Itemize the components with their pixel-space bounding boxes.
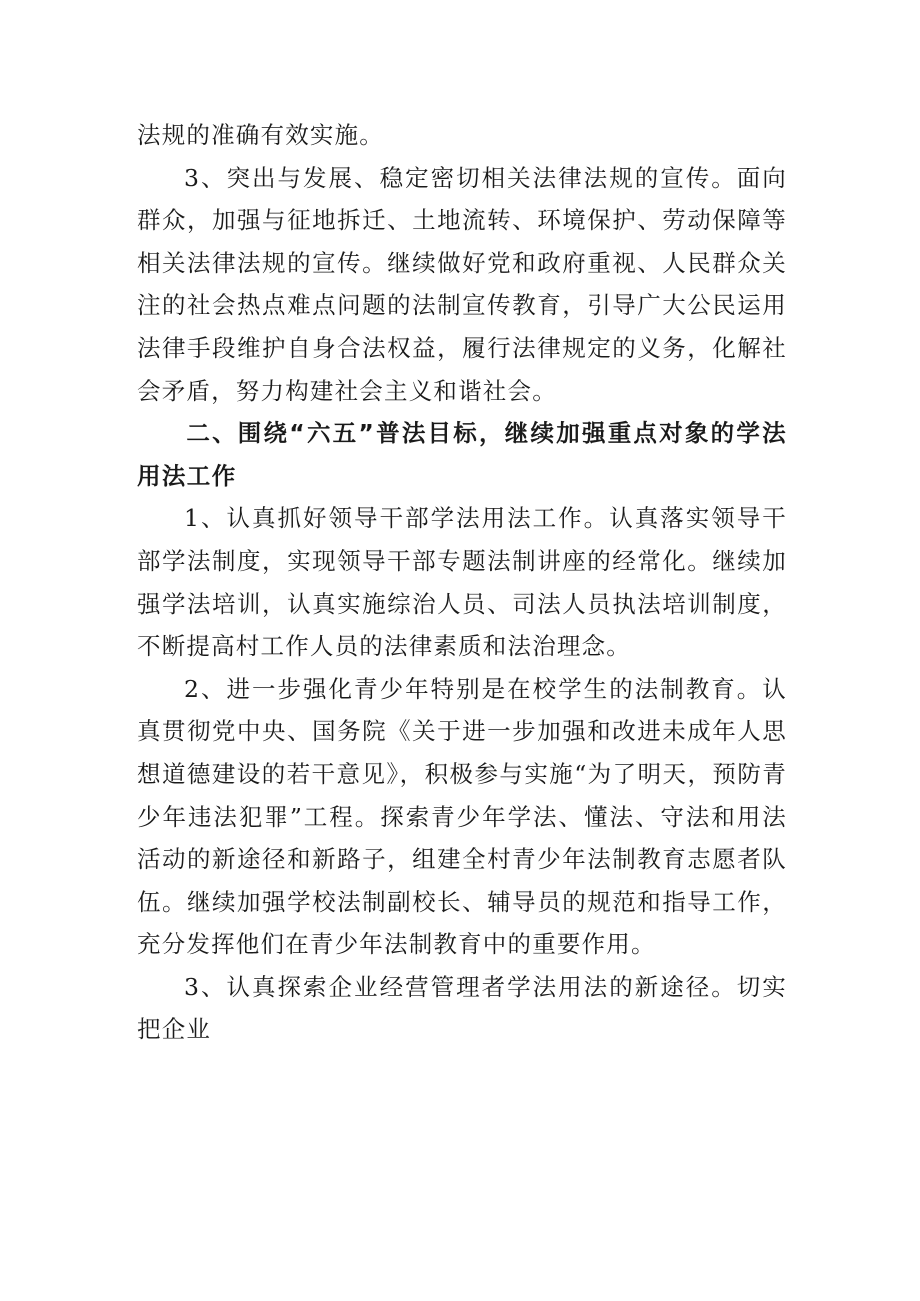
paragraph-youth-item-2: 2、进一步强化青少年特别是在校学生的法制教育。认真贯彻党中央、国务院《关于进一步加强和改进未成年人思想道德建设的若干意见》，积极参与实施“为了明天，预防青少年违法犯罪”工程。探索青少年学法、懂法、守法和用法活动的新途径和新路子，组建全村青少年法制教育志愿者队伍。继续加强学校法制副校长、辅导员的规范和指导工作，充分发挥他们在青少年法制教育中的重要作用。: [137, 674, 787, 959]
section-heading-2: 二、围绕“六五”普法目标，继续加强重点对象的学法用法工作: [137, 419, 787, 490]
paragraph-publicity-item-3: 3、突出与发展、稳定密切相关法律法规的宣传。面向群众，加强与征地拆迁、土地流转、环境保护、劳动保障等相关法律法规的宣传。继续做好党和政府重视、人民群众关注的社会热点难点问题的法制宣传教育，引导广大公民运用法律手段维护自身合法权益，履行法律规定的义务，化解社会矛盾，努力构建社会主义和谐社会。: [137, 163, 787, 405]
paragraph-continuation: 法规的准确有效实施。: [137, 121, 384, 149]
paragraph-enterprise-item-3: 3、认真探索企业经营管理者学法用法的新途径。切实把企业: [137, 972, 787, 1044]
document-body: [137, 114, 787, 1051]
paragraph-leaders-item-1: 1、认真抓好领导干部学法用法工作。认真落实领导干部学法制度，实现领导干部专题法制讲座的经常化。继续加强学法培训，认真实施综治人员、司法人员执法培训制度，不断提高村工作人员的法律素质和法治理念。: [137, 504, 787, 661]
